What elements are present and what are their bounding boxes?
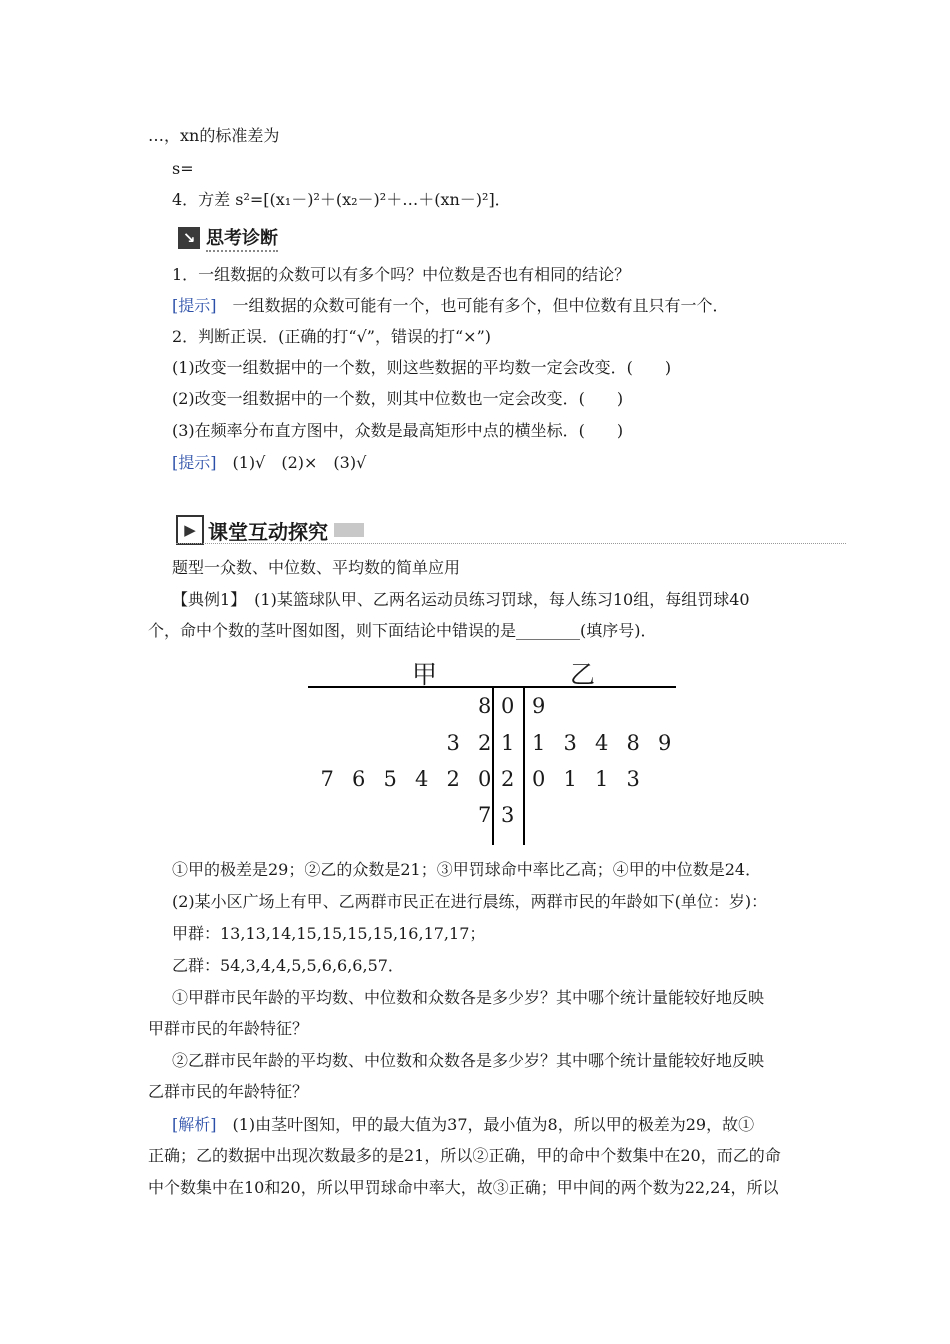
tip-text: 一组数据的众数可能有一个，也可能有多个，但中位数有且只有一个． (216, 296, 729, 315)
left-leaf: 6 (352, 767, 366, 791)
analysis-label: [解析] (172, 1115, 217, 1134)
right-leaf: 9 (658, 731, 672, 755)
left-leaf: 5 (383, 767, 397, 791)
left-divider (492, 687, 494, 845)
tip-label: [提示] (172, 453, 217, 472)
stem-digit: 0 (501, 694, 515, 718)
std-dev-line: …，xn的标准差为 (148, 126, 280, 145)
subquestion-1b: 甲群市民的年龄特征？ (148, 1019, 309, 1038)
judge-item-2: (2)改变一组数据中的一个数，则其中位数也一定会改变．( ) (172, 389, 624, 408)
example-line-2: 个，命中个数的茎叶图如图，则下面结论中错误的是________(填序号)． (148, 621, 657, 640)
stem-digit: 1 (501, 731, 515, 755)
group-b: 乙群：54,3,4,4,5,5,6,6,6,57． (172, 956, 404, 975)
left-leaf: 2 (478, 731, 492, 755)
right-leaf: 4 (595, 731, 609, 755)
left-leaf: 7 (478, 803, 492, 827)
banner-decoration (334, 523, 364, 537)
left-leaf: 3 (446, 731, 460, 755)
options-line: ①甲的极差是29；②乙的众数是21；③甲罚球命中率比乙高；④甲的中位数是24． (172, 860, 762, 879)
tip-label: [提示] (172, 296, 217, 315)
right-leaf: 0 (532, 767, 546, 791)
question-1: 1．一组数据的众数可以有多个吗？中位数是否也有相同的结论？ (172, 265, 631, 284)
problem-2: (2)某小区广场上有甲、乙两群市民正在进行晨练，两群市民的年龄如下(单位：岁)： (172, 892, 768, 911)
group-a: 甲群：13,13,14,15,15,15,15,16,17,17； (172, 924, 486, 943)
section-banner-classroom (176, 515, 364, 545)
type-title: 题型一众数、中位数、平均数的简单应用 (172, 558, 461, 577)
tip-2 (172, 453, 366, 473)
right-divider (523, 687, 525, 845)
variance-formula: 4．方差 s²=[(x₁－)²＋(x₂－)²＋…＋(xn－)²]． (172, 190, 511, 209)
left-header: 甲 (412, 660, 438, 689)
arrow-icon: ▶ (176, 515, 204, 545)
subquestion-2b: 乙群市民的年龄特征？ (148, 1082, 309, 1101)
right-leaf: 1 (563, 767, 577, 791)
right-leaf: 9 (532, 694, 546, 718)
section-banner-thinking (178, 224, 278, 252)
example-line-1: 【典例1】 (1)某篮球队甲、乙两名运动员练习罚球，每人练习10组，每组罚球40 (172, 590, 750, 609)
right-leaf: 1 (532, 731, 546, 755)
tip-1 (172, 296, 729, 316)
question-2: 2．判断正误．(正确的打“√”，错误的打“×”) (172, 327, 491, 346)
analysis-line-3: 中个数集中在10和20，所以甲罚球命中率大，故③正确；甲中间的两个数为22,24，所以 (148, 1178, 779, 1197)
right-leaf: 3 (626, 767, 640, 791)
arrow-icon: ↘ (178, 227, 200, 249)
left-leaf: 0 (478, 767, 492, 791)
right-leaf: 8 (626, 731, 640, 755)
judge-item-1: (1)改变一组数据中的一个数，则这些数据的平均数一定会改变．( ) (172, 358, 672, 377)
right-leaf: 3 (563, 731, 577, 755)
banner-title: 课堂互动探究 (208, 519, 328, 544)
right-leaf: 1 (595, 767, 609, 791)
banner-rule (176, 543, 846, 544)
left-leaf: 7 (320, 767, 334, 791)
left-leaf: 2 (446, 767, 460, 791)
left-leaf: 8 (478, 694, 492, 718)
tip-text: (1)√ (2)× (3)√ (216, 453, 367, 472)
analysis-line-1 (172, 1115, 754, 1135)
std-dev-formula: s= (172, 159, 194, 178)
stem-digit: 2 (501, 767, 515, 791)
subquestion-1a: ①甲群市民年龄的平均数、中位数和众数各是多少岁？其中哪个统计量能较好地反映 (172, 988, 765, 1007)
right-header: 乙 (570, 660, 596, 689)
banner-title: 思考诊断 (206, 224, 278, 252)
stem-digit: 3 (501, 803, 515, 827)
judge-item-3: (3)在频率分布直方图中，众数是最高矩形中点的横坐标．( ) (172, 421, 624, 440)
analysis-text: (1)由茎叶图知，甲的最大值为37，最小值为8，所以甲的极差为29，故① (216, 1115, 755, 1134)
analysis-line-2: 正确；乙的数据中出现次数最多的是21，所以②正确，甲的命中个数集中在20，而乙的命 (148, 1146, 781, 1165)
left-leaf: 4 (415, 767, 429, 791)
subquestion-2a: ②乙群市民年龄的平均数、中位数和众数各是多少岁？其中哪个统计量能较好地反映 (172, 1051, 765, 1070)
